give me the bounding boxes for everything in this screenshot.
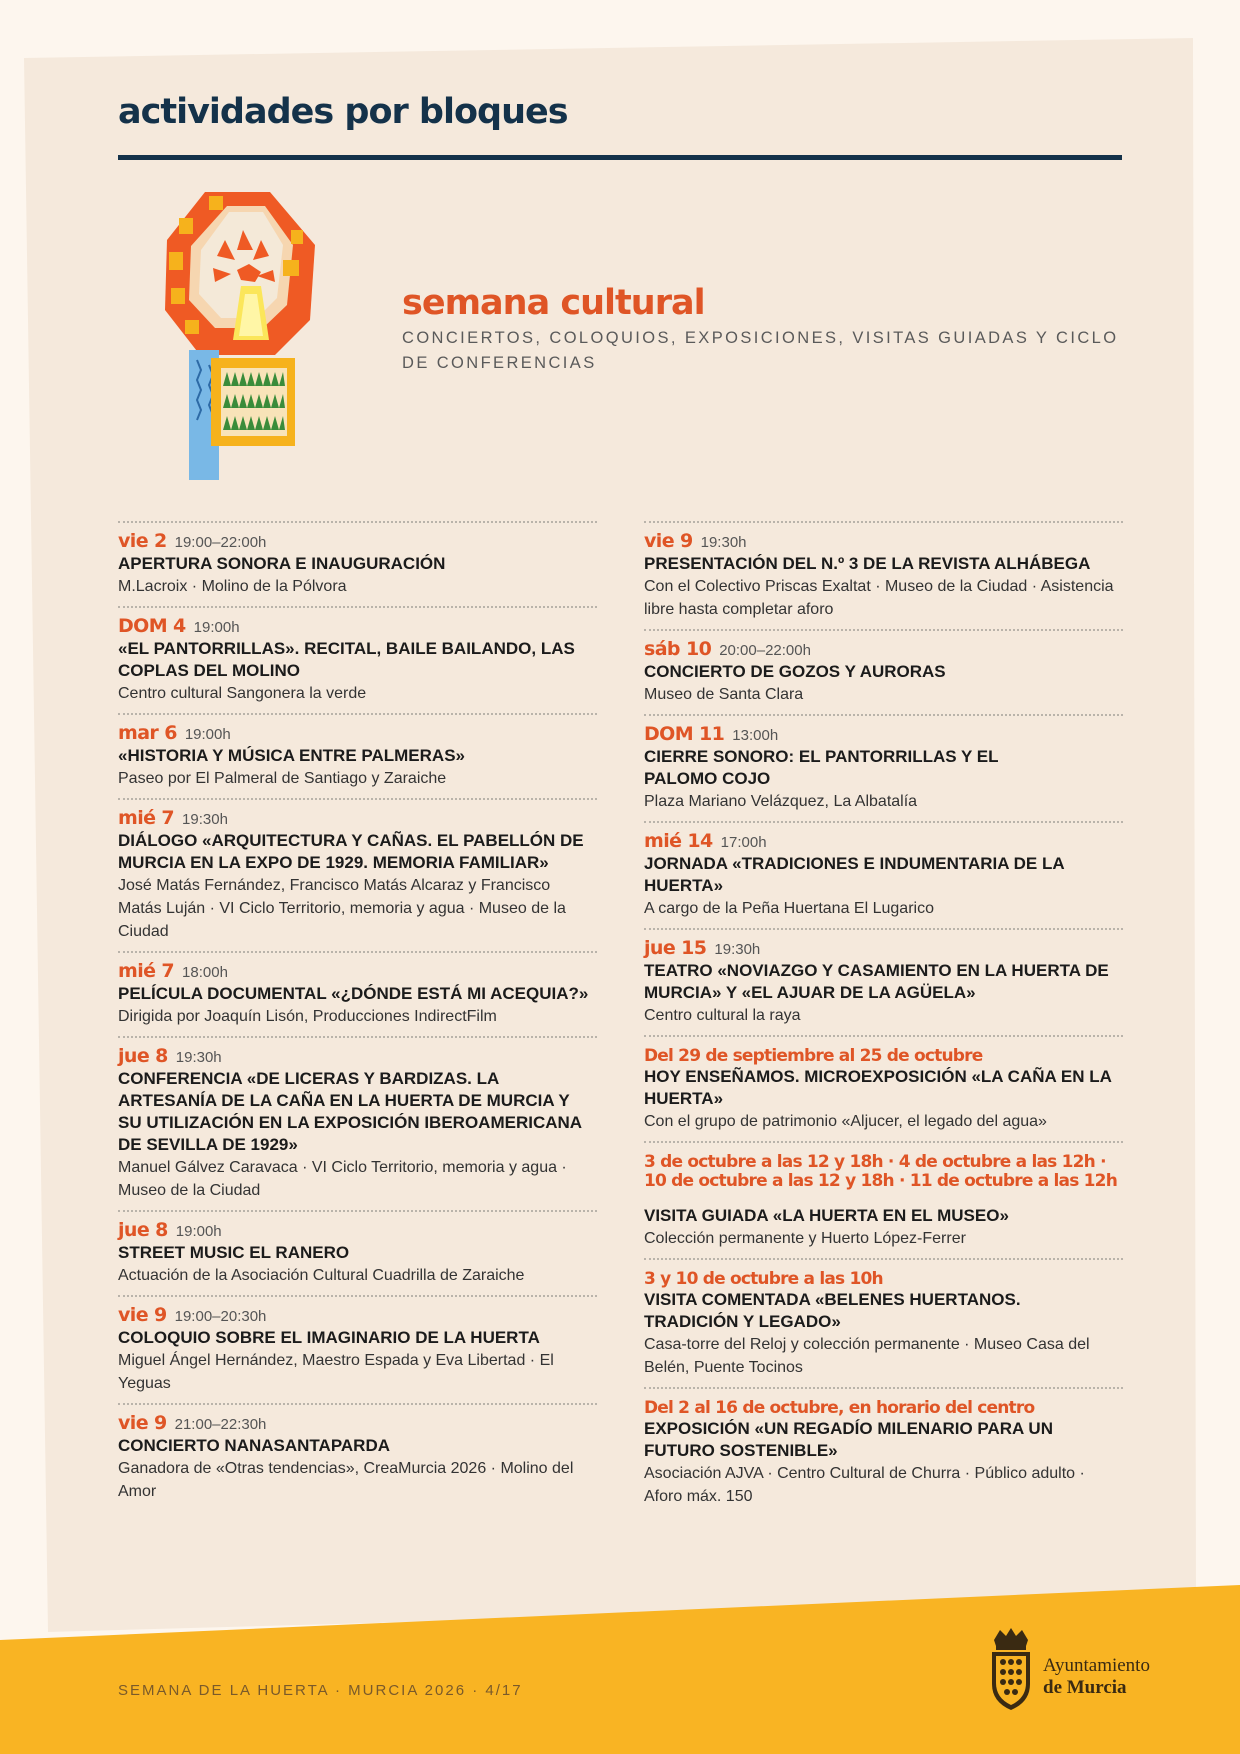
list-item xyxy=(644,714,1123,821)
list-item xyxy=(644,1141,1123,1258)
list-item xyxy=(118,798,597,951)
event-title: EXPOSICIÓN «UN REGADÍO MILENARIO PARA UN FUTURO SOSTENIBLE» xyxy=(644,1419,1053,1460)
list-item xyxy=(118,1210,597,1295)
event-time: 19:00–20:30h xyxy=(174,1308,267,1325)
event-detail: José Matás Fernández, Francisco Matás Alcaraz y Francisco Matás Luján · VI Ciclo Territorio, memoria y agua · Museo de la Ciudad xyxy=(118,877,566,940)
block-subtitle: CONCIERTOS, COLOQUIOS, EXPOSICIONES, VISITAS GUIADAS Y CICLO DE CONFERENCIAS xyxy=(402,329,1119,372)
list-item xyxy=(118,1295,597,1403)
list-item xyxy=(118,713,597,798)
left-column xyxy=(118,521,597,1511)
list-item xyxy=(118,1036,597,1210)
event-time: 19:30h xyxy=(714,941,761,958)
list-item xyxy=(644,1035,1123,1141)
event-day: mié 14 xyxy=(644,830,713,852)
event-title: VISITA GUIADA «LA HUERTA EN EL MUSEO» xyxy=(644,1206,1009,1225)
event-time: 18:00h xyxy=(182,964,228,981)
event-day: vie 2 xyxy=(118,530,167,552)
organization-logo xyxy=(1043,1655,1150,1699)
event-title: COLOQUIO SOBRE EL IMAGINARIO DE LA HUERTA xyxy=(118,1328,540,1347)
event-time: 19:00h xyxy=(193,619,240,636)
event-detail: Centro cultural la raya xyxy=(644,1007,801,1024)
org-line-2: de Murcia xyxy=(1043,1677,1127,1698)
event-day: DOM 4 xyxy=(118,615,186,637)
event-detail: Dirigida por Joaquín Lisón, Producciones IndirectFilm xyxy=(118,1008,497,1025)
event-time: 13:00h xyxy=(732,727,779,744)
footer-text: SEMANA DE LA HUERTA · MURCIA 2026 · 4/17 xyxy=(118,1682,523,1699)
event-date-range: Del 2 al 16 de octubre, en horario del centro xyxy=(644,1398,1035,1418)
event-detail: A cargo de la Peña Huertana El Lugarico xyxy=(644,900,934,917)
event-day: jue 8 xyxy=(118,1045,168,1067)
event-day: DOM 11 xyxy=(644,723,725,745)
event-title: HOY ENSEÑAMOS. MICROEXPOSICIÓN «LA CAÑA EN LA HUERTA» xyxy=(644,1067,1112,1108)
event-day: vie 9 xyxy=(644,530,693,552)
event-title: «EL PANTORRILLAS». RECITAL, BAILE BAILANDO, LAS COPLAS DEL MOLINO xyxy=(118,639,575,680)
list-item xyxy=(118,606,597,713)
list-item xyxy=(644,821,1123,928)
event-detail: Centro cultural Sangonera la verde xyxy=(118,685,367,702)
event-day: sáb 10 xyxy=(644,638,712,660)
murcia-crest-icon xyxy=(986,1626,1036,1714)
org-line-1: Ayuntamiento xyxy=(1043,1655,1150,1676)
event-title: CONCIERTO DE GOZOS Y AURORAS xyxy=(644,662,946,681)
event-title: CIERRE SONORO: EL PANTORRILLAS Y EL PALOMO COJO xyxy=(644,747,999,788)
event-detail: Con el Colectivo Priscas Exaltat · Museo de la Ciudad · Asistencia libre hasta completar aforo xyxy=(644,578,1114,618)
page-title: actividades por bloques xyxy=(118,92,568,132)
event-time: 21:00–22:30h xyxy=(174,1416,267,1433)
event-time: 19:00h xyxy=(175,1223,222,1240)
right-column xyxy=(644,521,1123,1516)
event-detail: Plaza Mariano Velázquez, La Albatalía xyxy=(644,793,918,810)
event-day: mar 6 xyxy=(118,722,177,744)
list-item xyxy=(644,521,1123,629)
event-day: jue 8 xyxy=(118,1219,168,1241)
event-day: vie 9 xyxy=(118,1304,167,1326)
block-title: semana cultural xyxy=(402,283,705,323)
title-rule xyxy=(118,155,1122,160)
event-day: mié 7 xyxy=(118,807,175,829)
list-item xyxy=(644,1387,1123,1516)
event-date-range: 3 y 10 de octubre a las 10h xyxy=(644,1269,883,1289)
event-title: JORNADA «TRADICIONES E INDUMENTARIA DE LA HUERTA» xyxy=(644,854,1064,895)
event-date-range: 3 de octubre a las 12 y 18h · 4 de octubre a las 12h · 10 de octubre a las 12 y 18h · 11 de octubre a las 12h xyxy=(644,1152,1118,1191)
list-item xyxy=(118,1403,597,1511)
event-detail: Con el grupo de patrimonio «Aljucer, el legado del agua» xyxy=(644,1113,1047,1130)
event-title: PELÍCULA DOCUMENTAL «¿DÓNDE ESTÁ MI ACEQUIA?» xyxy=(118,984,589,1003)
event-date-range: Del 29 de septiembre al 25 de octubre xyxy=(644,1046,983,1066)
event-title: TEATRO «NOVIAZGO Y CASAMIENTO EN LA HUERTA DE MURCIA» Y «EL AJUAR DE LA AGÜELA» xyxy=(644,961,1109,1002)
event-title: PRESENTACIÓN DEL N.º 3 DE LA REVISTA ALHÁBEGA xyxy=(644,554,1091,573)
event-detail: Asociación AJVA · Centro Cultural de Churra · Público adulto · Aforo máx. 150 xyxy=(644,1465,1085,1505)
event-time: 17:00h xyxy=(720,834,767,851)
list-item xyxy=(118,951,597,1036)
event-time: 19:30h xyxy=(700,534,747,551)
event-detail: Manuel Gálvez Caravaca · VI Ciclo Territorio, memoria y agua · Museo de la Ciudad xyxy=(118,1159,567,1199)
event-time: 19:30h xyxy=(182,811,228,828)
event-detail: Miguel Ángel Hernández, Maestro Espada y Eva Libertad · El Yeguas xyxy=(118,1352,554,1392)
event-day: mié 7 xyxy=(118,960,175,982)
event-title: CONCIERTO NANASANTAPARDA xyxy=(118,1436,390,1455)
event-detail: Colección permanente y Huerto López-Ferrer xyxy=(644,1230,966,1247)
list-item xyxy=(644,629,1123,714)
event-detail: M.Lacroix · Molino de la Pólvora xyxy=(118,578,347,595)
event-detail: Paseo por El Palmeral de Santiago y Zaraiche xyxy=(118,770,447,787)
waterwheel-illustration-icon xyxy=(165,190,315,482)
event-title: STREET MUSIC EL RANERO xyxy=(118,1243,350,1262)
event-detail: Casa-torre del Reloj y colección permanente · Museo Casa del Belén, Puente Tocinos xyxy=(644,1336,1090,1376)
event-day: jue 15 xyxy=(644,937,707,959)
event-time: 20:00–22:00h xyxy=(719,642,811,659)
event-title: CONFERENCIA «DE LICERAS Y BARDIZAS. LA ARTESANÍA DE LA CAÑA EN LA HUERTA DE MURCIA Y SU UTILIZACIÓN EN LA EXPOSICIÓN IBEROAMERICANA DE SEVILLA DE 1929» xyxy=(118,1069,582,1154)
event-time: 19:30h xyxy=(175,1049,222,1066)
event-detail: Museo de Santa Clara xyxy=(644,686,804,703)
event-time: 19:00h xyxy=(184,726,231,743)
list-item xyxy=(118,521,597,606)
list-item xyxy=(644,928,1123,1035)
event-detail: Ganadora de «Otras tendencias», CreaMurcia 2026 · Molino del Amor xyxy=(118,1460,574,1500)
event-day: vie 9 xyxy=(118,1412,167,1434)
event-title: APERTURA SONORA E INAUGURACIÓN xyxy=(118,554,446,573)
event-time: 19:00–22:00h xyxy=(174,534,267,551)
event-title: DIÁLOGO «ARQUITECTURA Y CAÑAS. EL PABELLÓN DE MURCIA EN LA EXPO DE 1929. MEMORIA FAMILIAR» xyxy=(118,831,584,872)
event-title: «HISTORIA Y MÚSICA ENTRE PALMERAS» xyxy=(118,746,465,765)
event-title: VISITA COMENTADA «BELENES HUERTANOS. TRADICIÓN Y LEGADO» xyxy=(644,1290,1021,1331)
list-item xyxy=(644,1258,1123,1387)
event-detail: Actuación de la Asociación Cultural Cuadrilla de Zaraiche xyxy=(118,1267,525,1284)
